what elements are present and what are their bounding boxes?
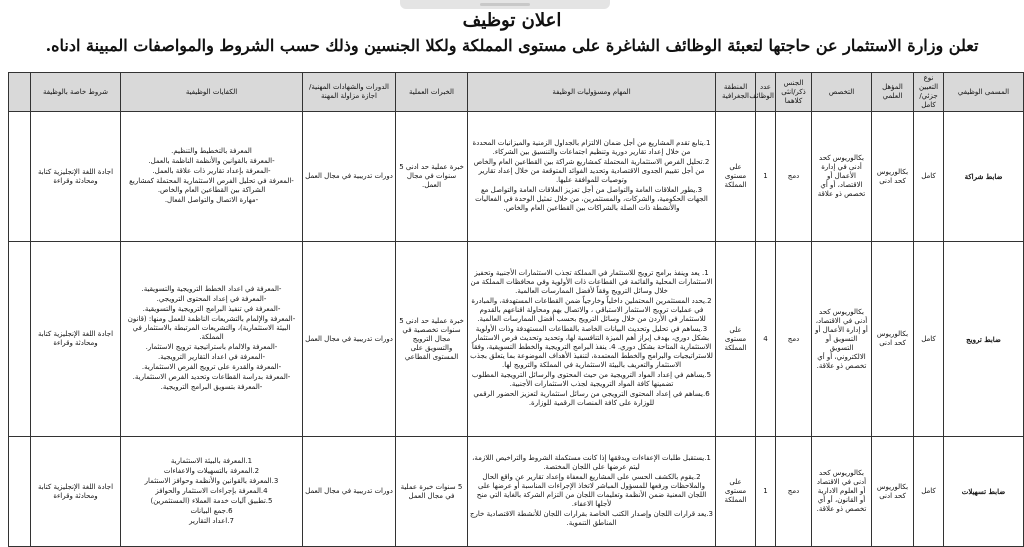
cell-count: 1 bbox=[756, 112, 776, 242]
header-special: شروط خاصة بالوظيفة bbox=[31, 73, 121, 112]
cell-region: على مستوى المملكة bbox=[716, 242, 756, 437]
cell-special: اجادة اللغة الإنجليزية كتابة ومحادثة وقراءة bbox=[31, 242, 121, 437]
cell-gender: دمج bbox=[776, 242, 812, 437]
competency-item: -المعرفة والالمام باستراتيجية ترويج الاستثمار. bbox=[145, 343, 278, 351]
cell-experience: خبرة عملية حد ادنى 5 سنوات تخصصية في مجال الترويج والتسويق على المستوى القطاعي bbox=[396, 242, 468, 437]
competency-item: -المعرفة في إعداد المحتوى الترويجي. bbox=[156, 295, 267, 303]
cell-count: 4 bbox=[756, 242, 776, 437]
cell-qualification: بكالوريوس كحد ادنى bbox=[872, 112, 914, 242]
cell-type: كامل bbox=[914, 242, 944, 437]
competency-item: -المعرفة بدراسة القطاعات وتحديد الفرص الاستثمارية. bbox=[132, 373, 291, 381]
header-gender: الجنس ذكر/انثى كلاهما bbox=[776, 73, 812, 112]
scroll-grip[interactable] bbox=[480, 3, 530, 6]
duty-item: 2.تحليل الفرص الاستثمارية المحتملة كمشاريع شراكة بين القطاعين العام والخاص من أجل تقييم الجدوى الاقتصادية وتحديد الفوائد المتوقعة من خلال إعداد تقارير وتوصيات للموافقة عليها. bbox=[473, 158, 710, 184]
cell-experience: خبرة عملية حد ادنى 5 سنوات في مجال العمل. bbox=[396, 112, 468, 242]
competency-item: 3.المعرفة بالقوانين والأنظمة وحوافز الاستثمار bbox=[144, 476, 279, 485]
header-specialization: التخصص bbox=[812, 73, 872, 112]
table-row bbox=[9, 112, 1024, 242]
competency-item: 6.جمع البيانات bbox=[190, 506, 233, 515]
jobs-table bbox=[8, 72, 1024, 547]
page-subtitle: تعلن وزارة الاستثمار عن حاجتها لتعبئة الوظائف الشاغرة على مستوى المملكة ولكلا الجنسين وذلك حسب الشروط والمواصفات المبينة ادناه. bbox=[45, 36, 979, 55]
cell-gender: دمج bbox=[776, 437, 812, 547]
cell-duties bbox=[468, 437, 716, 547]
header-courses: الدورات والشهادات المهنية/اجازة مزاولة المهنة bbox=[303, 73, 396, 112]
cell-courses: دورات تدريبية في مجال العمل bbox=[303, 112, 396, 242]
competency-item: 5.تطبيق آليات خدمة العملاء (المستثمرين) bbox=[150, 496, 273, 505]
cell-specialization: بكالوريوس كحد أدنى في إدارة الأعمال أو الاقتصاد، أو أي تخصص ذو علاقة bbox=[812, 112, 872, 242]
duty-item: 3.يعد قرارات اللجان وإصدار الكتب الخاصة بقرارات اللجان للأنشطة الاقتصادية خارج المناطق التنموية. bbox=[470, 510, 713, 527]
cell-special: اجادة اللغة الإنجليزية كتابة ومحادثة وقراءة bbox=[31, 112, 121, 242]
cell-type: كامل bbox=[914, 112, 944, 242]
competency-item: 1.المعرفة بالبيئة الاستثمارية bbox=[170, 456, 253, 465]
cell-gender: دمج bbox=[776, 112, 812, 242]
duty-item: 3.يساهم في تحليل وتحديث البيانات الخاصة بالقطاعات المستهدفة وذات الأولوية بشكل دوري، بهدف إبراز أهم الميزة التنافسية لها، وتحديد وتحديث فرص الاستثمار الاستثمارية المتاحة بشكل دوري. 4. ينفذ البرامج الترويجية والخطط التسويقية، وفقاً للاستراتيجيات والبرامج والخطط المعتمدة، لتنفيذ الأهداف الموضوعة بما يتعلق بجذب الاستثمار والتعريف بالبيئة الاستثمارية في المملكة والترويج لها. bbox=[470, 325, 713, 369]
header-competencies: الكفايات الوظيفية bbox=[121, 73, 303, 112]
competency-item: -المعرفة في اعداد الخطط الترويجية والتسويقية. bbox=[141, 285, 282, 293]
cell-experience: 5 سنوات خبرة عملية في مجال العمل bbox=[396, 437, 468, 547]
cell-specialization: بكالوريوس كحد أدنى في الاقتصاد أو العلوم الادارية أو القانون، أو أي تخصص ذو علاقة. bbox=[812, 437, 872, 547]
competency-item: -المعرفة في تنفيذ البرامج الترويجية والتسويقية. bbox=[142, 305, 281, 313]
competency-item: -المعرفة بتسويق البرامج الترويجية. bbox=[160, 383, 263, 391]
competency-item: 7.اعداد التقارير bbox=[189, 516, 234, 525]
cell-region: على مستوى المملكة bbox=[716, 437, 756, 547]
cell-specialization: بكالوريوس كحد أدنى في الاقتصاد، أو إدارة الأعمال أو التسويق أو التسويق الالكتروني، أو أي تخصص ذو علاقة. bbox=[812, 242, 872, 437]
cell-qualification: بكالوريوس كحد ادنى bbox=[872, 437, 914, 547]
cell-blank bbox=[9, 242, 31, 437]
header-qualification: المؤهل العلمي bbox=[872, 73, 914, 112]
table-row bbox=[9, 437, 1024, 547]
cell-competencies bbox=[121, 112, 303, 242]
duty-item: 2.يحدد المستثمرين المحتملين داخلياً وخارجياً ضمن القطاعات المستهدفة، والمبادرة في عمليات ترويج الاستثمار الاستباقي ، والاتصال بهم ومحاولة اقناعهم بالقدوم للاستثمار في الأردن من خلال وسائل الترويج بحسب أفضل الممارسات العالمية. bbox=[471, 297, 712, 323]
competency-item: -مهارة الاتصال والتواصل الفعال. bbox=[164, 196, 259, 204]
duty-item: 2.يقوم بالكشف الحسي على المشاريع المعفاة وإعداد تقارير عن واقع الحال والملاحظات ورفعها للمسؤول المباشر لاتخاذ الإجراءات المناسبة أو عرضها على اللجان المعنية ضمن الأنظمة وتعليمات اللجان من التزام الشركة بالغاية التي منح لأجلها الاعفاء. bbox=[476, 473, 707, 508]
cell-count: 1 bbox=[756, 437, 776, 547]
competency-item: -المعرفة بالقوانين والأنظمة الناظمة بالعمل. bbox=[148, 157, 275, 165]
cell-qualification: بكالوريوس كحد ادنى bbox=[872, 242, 914, 437]
competency-item: -المعرفة والإلمام بالتشريعات الناظمة للعمل ومنها: (قانون البيئة الاستثمارية)، والتشريعات المرتبطة بالاستثمار في المملكة. bbox=[127, 315, 296, 341]
duty-item: 3.يطور العلاقات العامة والتواصل من أجل تعزيز العلاقات العامة والتواصل مع الجهات الحكومية، والشركات، والمستثمرين، من خلال تمثيل الوحدة في الفعاليات والأنشطة ذات الصلة بالشراكات بين القطاعين العام والخاص. bbox=[475, 186, 708, 212]
cell-region: على مستوى المملكة bbox=[716, 112, 756, 242]
cell-job: ضابط تسهيلات bbox=[944, 437, 1024, 547]
duty-item: 5.يساهم في إعداد المواد الترويجية من حيث المحتوى والرسائل الترويجية المطلوب تضمينها كافة المواد الترويجية لجذب الاستثمارات الأجنبية. bbox=[471, 371, 712, 388]
header-region: المنطقة الجغرافية bbox=[716, 73, 756, 112]
cell-blank bbox=[9, 112, 31, 242]
cell-duties bbox=[468, 242, 716, 437]
cell-courses: دورات تدريبية في مجال العمل bbox=[303, 242, 396, 437]
cell-type: كامل bbox=[914, 437, 944, 547]
page-title: اعلان توظيف bbox=[462, 10, 562, 31]
header-blank bbox=[9, 73, 31, 112]
cell-courses: دورات تدريبية في مجال العمل bbox=[303, 437, 396, 547]
competency-item: 4.المعرفة بإجراءات الاستثمار والحوافز bbox=[155, 486, 268, 495]
competency-item: -المعرفة في تحليل الفرص الاستثمارية المحتملة كمشاريع الشراكة بين القطاعين العام والخاص. bbox=[129, 177, 294, 194]
duty-item: 6.يساهم في إعداد المحتوى الترويجي من رسائل استثمارية لتعزيز الحضور الرقمي للوزارة على كافة المنصات الرقمية للوزارة. bbox=[473, 390, 710, 407]
header-job: المسمى الوظيفي bbox=[944, 73, 1024, 112]
header-count: عدد الوظائف bbox=[756, 73, 776, 112]
duty-item: 1.يستقبل طلبات الإعفاءات ويدققها إذا كانت مستكملة الشروط والتراخيص اللازمة، ليتم عرضها على اللجان المختصة. bbox=[472, 454, 711, 471]
duty-item: 1.يتابع تقدم المشاريع من أجل ضمان الالتزام بالجداول الزمنية والميزانيات المحددة من خلال إعداد تقارير دورية وتنظيم اجتماعات والتنسيق بين الشركاء. bbox=[472, 139, 711, 156]
cell-special: اجادة اللغة الإنجليزية كتابة ومحادثة وقراءة bbox=[31, 437, 121, 547]
cell-competencies bbox=[121, 437, 303, 547]
competency-item: المعرفة بالتخطيط والتنظيم. bbox=[171, 147, 252, 155]
competency-item: 2.المعرفة بالتسهيلات والاعفاءات bbox=[163, 466, 260, 475]
header-type: نوع التعيين جزئي/كامل bbox=[914, 73, 944, 112]
cell-competencies bbox=[121, 242, 303, 437]
competency-item: -المعرفة والقدرة على ترويج الفرص الاستثمارية. bbox=[141, 363, 282, 371]
cell-duties bbox=[468, 112, 716, 242]
cell-job: ضابط ترويج bbox=[944, 242, 1024, 437]
cell-job: ضابط شراكة bbox=[944, 112, 1024, 242]
cell-blank bbox=[9, 437, 31, 547]
header-duties: المهام ومسؤوليات الوظيفة bbox=[468, 73, 716, 112]
scroll-handle[interactable] bbox=[400, 0, 610, 9]
header-experience: الخبرات العملية bbox=[396, 73, 468, 112]
table-header-row bbox=[9, 73, 1024, 112]
competency-item: -المعرفة بإعداد تقارير ذات علاقة بالعمل. bbox=[152, 167, 271, 175]
table-row bbox=[9, 242, 1024, 437]
duty-item: 1. يعد وينفذ برامج ترويج للاستثمار في المملكة تجذب الاستثمارات الأجنبية وتحفيز الاستثمارات المحلية والقائمة في القطاعات ذات الأولوية وفي محافظات المملكة من خلال وسائل الترويج وفقاً لأفضل الممارسات العالمية. bbox=[470, 269, 713, 295]
competency-item: -المعرفة في اعداد التقارير الترويجية. bbox=[158, 353, 265, 361]
